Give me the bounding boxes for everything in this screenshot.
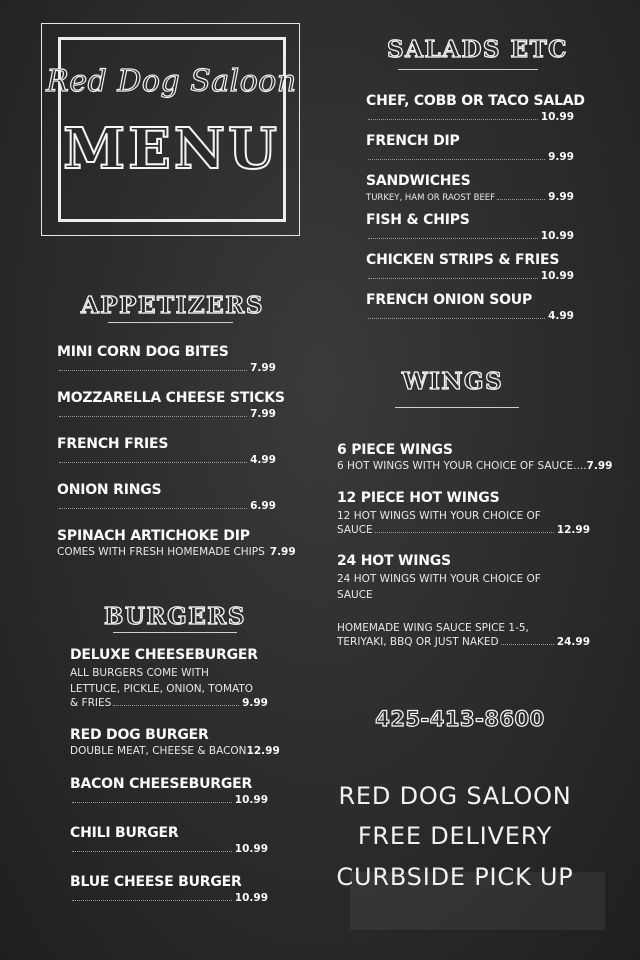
price-line [70,745,280,757]
price-line [366,151,574,163]
item-description: ALL BURGERS COME WITH [70,667,209,679]
item-name: SANDWICHES [366,173,471,189]
menu-item-french-fries [57,436,276,466]
item-description-cont: SAUCE [337,589,373,601]
menu-item-bacon-cheeseburger [70,776,268,806]
item-price: 4.99 [250,454,276,466]
item-name: FRENCH ONION SOUP [366,292,533,308]
item-description-cont: SAUCE [337,524,373,536]
burgers-divider [113,632,237,633]
price-line [366,111,574,123]
item-price: 4.99 [548,310,574,322]
item-price: 7.99 [250,362,276,374]
item-description: COMES WITH FRESH HOMEMADE CHIPS [57,546,265,558]
price-line [57,408,276,420]
menu-title: MENU [63,116,280,182]
item-name: SPINACH ARTICHOKE DIP [57,528,250,544]
item-price: 10.99 [234,794,268,806]
menu-item-spinach-dip [57,528,296,558]
price-line [57,362,276,374]
sauce-note-line2: TERIYAKI, BBQ OR JUST NAKED [337,636,499,648]
menu-item-mozzarella-sticks [57,390,285,420]
item-price: 10.99 [234,843,268,855]
menu-item-fish-chips [366,212,574,242]
item-description: 12 HOT WINGS WITH YOUR CHOICE OF [337,510,541,522]
price-line [337,636,590,648]
item-name: MINI CORN DOG BITES [57,344,229,360]
salads-divider [398,69,538,70]
item-price: 7.99 [586,460,613,472]
restaurant-name-script: Red Dog Saloon [46,64,297,99]
item-price: 6.99 [250,500,276,512]
price-line [70,892,268,904]
item-price: 10.99 [540,270,574,282]
price-line [366,270,574,282]
wings-divider [395,407,519,408]
price-line [70,843,268,855]
menu-item-onion-rings [57,482,276,512]
menu-item-deluxe-cheeseburger [70,647,268,709]
item-price: 24.99 [556,636,590,648]
menu-item-corn-dog-bites [57,344,276,374]
price-line [70,697,268,709]
item-description: 24 HOT WINGS WITH YOUR CHOICE OF [337,573,541,585]
price-line [57,500,276,512]
menu-item-red-dog-burger [70,727,280,757]
item-name: CHILI BURGER [70,825,179,841]
price-line [70,794,268,806]
item-name: FRENCH DIP [366,133,460,149]
menu-item-24-hot-wings [337,553,590,603]
salads-heading: SALADS ETC [387,36,568,63]
menu-item-chicken-strips [366,252,574,282]
price-line [337,524,590,536]
item-description-end: & FRIES [70,697,112,709]
price-line [57,546,296,558]
item-name: FRENCH FRIES [57,436,169,452]
item-name: BACON CHEESEBURGER [70,776,253,792]
item-price: 9.99 [548,191,574,203]
item-name: CHICKEN STRIPS & FRIES [366,252,560,268]
menu-item-chili-burger [70,825,268,855]
price-line [337,460,613,472]
price-line [366,191,574,203]
sauce-note-line1: HOMEMADE WING SAUCE SPICE 1-5, [337,622,529,634]
wing-sauce-note [337,618,590,648]
menu-item-sandwiches [366,173,574,203]
wings-heading: WINGS [401,368,504,395]
item-price: 12.99 [556,524,590,536]
item-price: 10.99 [540,111,574,123]
menu-item-blue-cheese-burger [70,874,268,904]
item-price: 9.99 [242,697,268,709]
promo-line-pickup: CURBSIDE PICK UP [336,863,574,891]
menu-item-12-piece-wings [337,490,590,536]
item-name: BLUE CHEESE BURGER [70,874,242,890]
item-description: TURKEY, HAM OR RAOST BEEF [366,193,496,203]
promo-line-delivery: FREE DELIVERY [357,822,553,850]
promo-line-name: RED DOG SALOON [338,782,572,810]
item-name: RED DOG BURGER [70,727,209,743]
item-price: 10.99 [540,230,574,242]
appetizers-heading: APPETIZERS [81,292,264,319]
item-description: DOUBLE MEAT, CHEESE & BACON [70,745,247,757]
price-line [57,454,276,466]
menu-item-french-dip [366,133,574,163]
item-name: ONION RINGS [57,482,162,498]
item-price: 9.99 [548,151,574,163]
item-name: MOZZARELLA CHEESE STICKS [57,390,285,406]
phone-number: 425-413-8600 [375,707,545,731]
menu-item-6-piece-wings [337,442,613,472]
appetizers-divider [108,322,233,323]
item-name: CHEF, COBB OR TACO SALAD [366,93,585,109]
item-name: DELUXE CHEESEBURGER [70,647,258,663]
item-name: 12 PIECE HOT WINGS [337,490,500,506]
burgers-heading: BURGERS [103,603,246,630]
item-name: FISH & CHIPS [366,212,470,228]
menu-item-onion-soup [366,292,574,322]
price-line [366,310,574,322]
item-description: 6 HOT WINGS WITH YOUR CHOICE OF SAUCE.... [337,460,587,472]
menu-item-chef-salad [366,93,585,123]
item-name: 24 HOT WINGS [337,553,451,569]
item-price: 12.99 [246,745,280,757]
item-price: 10.99 [234,892,268,904]
item-name: 6 PIECE WINGS [337,442,453,458]
item-description-cont: LETTUCE, PICKLE, ONION, TOMATO [70,683,254,695]
price-line [366,230,574,242]
item-price: 7.99 [250,408,276,420]
item-price: 7.99 [269,546,296,558]
